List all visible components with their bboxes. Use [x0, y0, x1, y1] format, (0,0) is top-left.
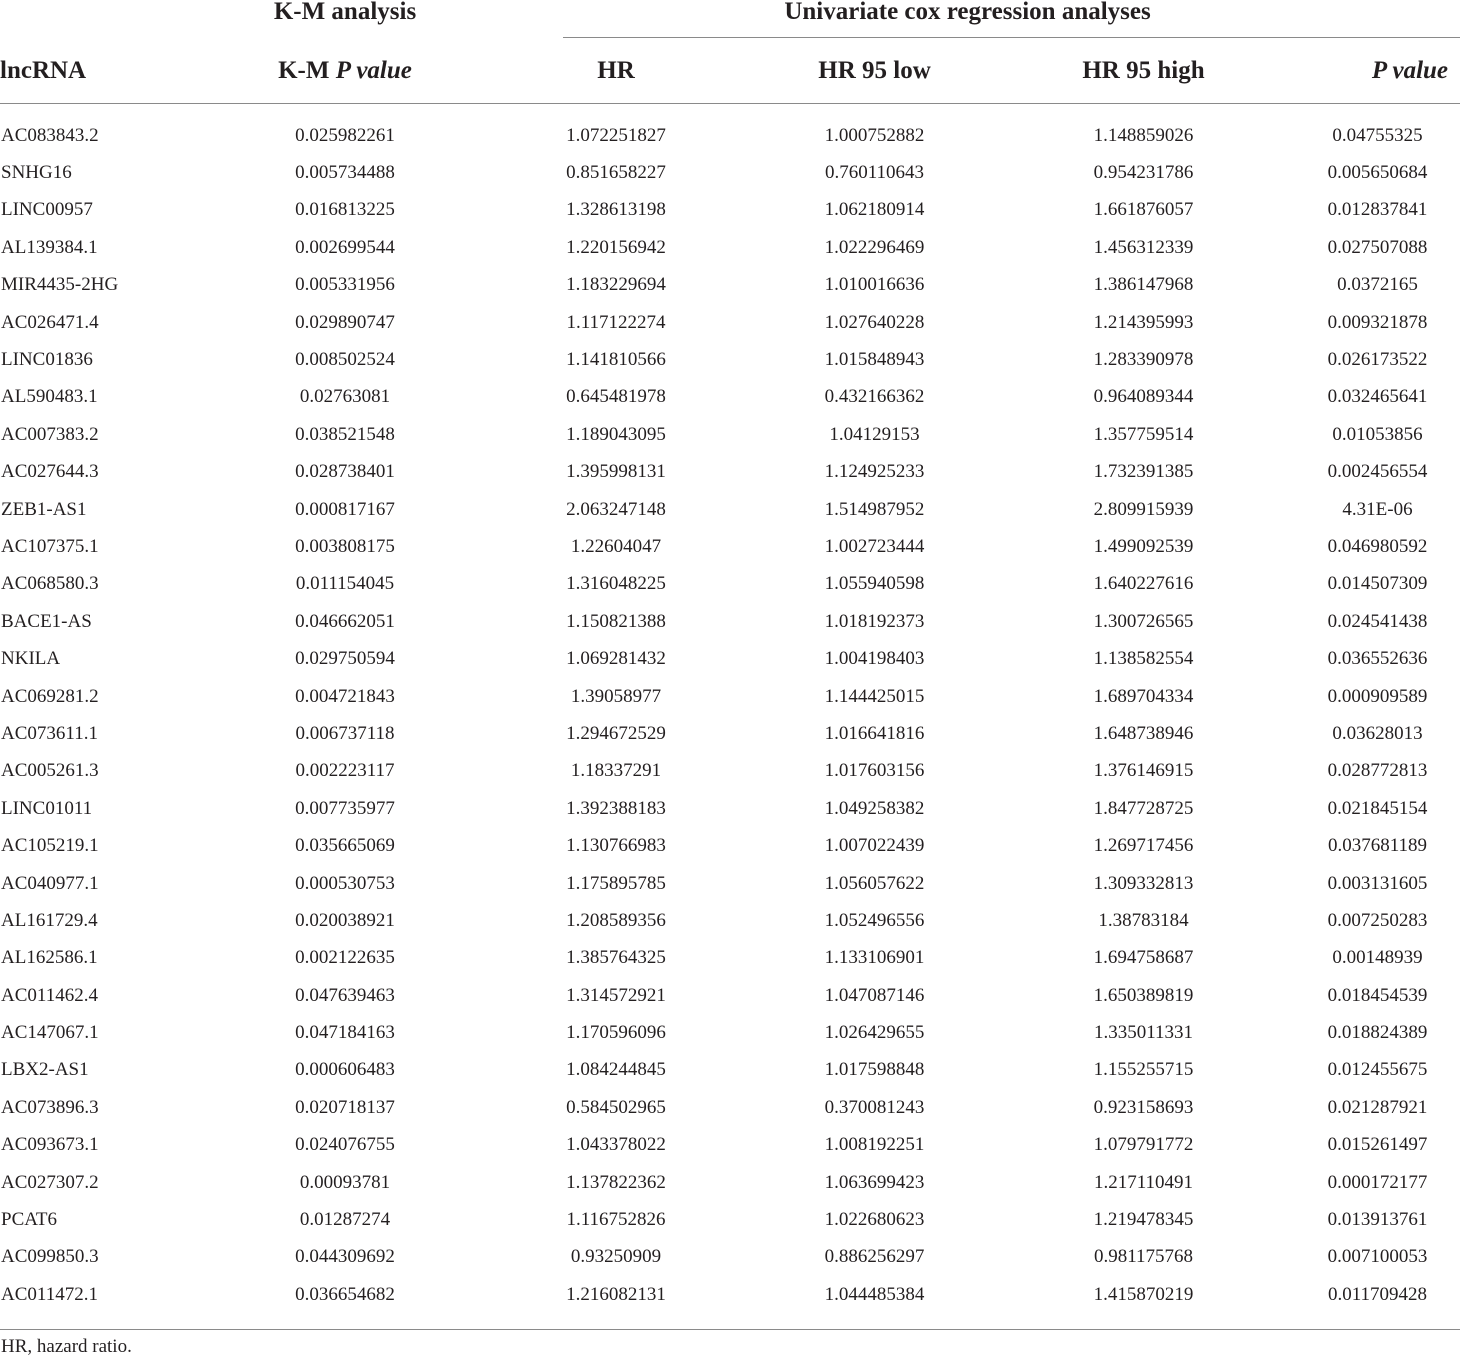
cell-lncrna: LINC01836 [1, 349, 93, 371]
cell-lncrna: AL590483.1 [1, 386, 98, 408]
column-header-p-italic: P value [1371, 56, 1449, 84]
cell-p-value: 0.003131605 [1327, 872, 1428, 894]
cell-hr-low: 1.004198403 [824, 648, 925, 670]
cell-km-p-value: 0.029750594 [295, 648, 395, 670]
cell-hr: 0.93250909 [570, 1246, 662, 1268]
cell-hr-high: 1.079791772 [1093, 1134, 1194, 1156]
cell-hr-high: 1.456312339 [1093, 236, 1194, 258]
cell-hr: 2.063247148 [566, 498, 666, 520]
cell-hr-low: 1.007022439 [824, 835, 925, 857]
cell-hr: 1.137822362 [566, 1171, 666, 1193]
table-row [0, 192, 1460, 229]
cell-km-p-value: 0.000817167 [295, 498, 395, 520]
table-row [0, 1239, 1460, 1276]
cell-lncrna: AL139384.1 [1, 236, 98, 258]
table-row [0, 1276, 1460, 1313]
cell-hr: 1.189043095 [566, 423, 666, 445]
cell-p-value: 0.000909589 [1327, 685, 1428, 707]
table-row [0, 379, 1460, 416]
cell-lncrna: AL162586.1 [1, 947, 98, 969]
group-header-univariate-label: Univariate cox regression analyses [784, 0, 1151, 25]
cell-hr: 1.150821388 [566, 610, 666, 632]
cell-hr-high: 1.283390978 [1093, 349, 1194, 371]
cell-hr-low: 0.760110643 [824, 162, 925, 184]
table-row [0, 229, 1460, 266]
cell-lncrna: NKILA [1, 648, 61, 670]
cell-hr-low: 1.056057622 [824, 872, 925, 894]
cell-lncrna: MIR4435-2HG [1, 274, 119, 296]
cell-hr-low: 1.047087146 [824, 984, 925, 1006]
cell-hr-low: 1.015848943 [824, 349, 925, 371]
cell-hr-low: 1.002723444 [824, 535, 925, 557]
cell-p-value: 0.028772813 [1327, 760, 1428, 782]
cell-km-p-value: 0.047184163 [295, 1022, 395, 1044]
cell-hr-high: 1.694758687 [1093, 947, 1194, 969]
cell-lncrna: LINC01011 [1, 797, 93, 819]
cell-hr: 1.208589356 [566, 909, 666, 931]
cell-hr: 1.116752826 [566, 1209, 666, 1231]
cell-p-value: 0.032465641 [1327, 386, 1428, 408]
cell-hr-high: 1.640227616 [1093, 573, 1194, 595]
cell-km-p-value: 0.005734488 [295, 162, 395, 184]
table-row [0, 790, 1460, 827]
cell-hr-low: 1.008192251 [824, 1134, 925, 1156]
cell-hr-high: 1.138582554 [1093, 648, 1194, 670]
cell-p-value: 0.009321878 [1327, 311, 1428, 333]
cell-hr: 1.385764325 [566, 947, 666, 969]
table-row [0, 117, 1460, 154]
cell-p-value: 0.024541438 [1327, 610, 1428, 632]
cell-hr-high: 1.386147968 [1093, 274, 1194, 296]
cell-lncrna: AC105219.1 [1, 835, 99, 857]
cell-lncrna: AC005261.3 [1, 760, 99, 782]
table-footnote: HR, hazard ratio. [1, 1336, 132, 1357]
cell-km-p-value: 0.000530753 [295, 872, 395, 894]
cell-p-value: 0.005650684 [1327, 162, 1428, 184]
cell-hr-low: 1.026429655 [824, 1022, 925, 1044]
table-row [0, 1052, 1460, 1089]
cell-km-p-value: 0.028738401 [295, 461, 395, 483]
cell-hr-high: 1.847728725 [1093, 797, 1194, 819]
table-row [0, 603, 1460, 640]
cell-hr: 1.183229694 [566, 274, 666, 296]
cell-hr-high: 1.335011331 [1093, 1022, 1194, 1044]
cell-hr-low: 1.052496556 [824, 909, 925, 931]
cell-p-value: 0.046980592 [1327, 535, 1428, 557]
cell-p-value: 0.026173522 [1327, 349, 1428, 371]
cell-hr: 1.117122274 [566, 311, 666, 333]
column-header-km-italic: P value [335, 56, 412, 84]
table-row [0, 1127, 1460, 1164]
cell-km-p-value: 0.047639463 [295, 984, 395, 1006]
cell-hr-high: 1.155255715 [1093, 1059, 1194, 1081]
cell-km-p-value: 0.024076755 [295, 1134, 395, 1156]
cell-hr: 1.170596096 [566, 1022, 666, 1044]
cell-p-value: 0.014507309 [1327, 573, 1428, 595]
cell-p-value: 0.00148939 [1332, 947, 1423, 969]
table-row [0, 491, 1460, 528]
cell-lncrna: AC073611.1 [1, 722, 98, 744]
cell-hr-low: 1.063699423 [824, 1171, 925, 1193]
cell-lncrna: AC069281.2 [1, 685, 99, 707]
cell-p-value: 0.0372165 [1337, 274, 1418, 296]
cell-km-p-value: 0.002699544 [295, 236, 395, 258]
cell-km-p-value: 0.016813225 [295, 199, 395, 221]
table-row [0, 1164, 1460, 1201]
table-row [0, 977, 1460, 1014]
column-header-km-p-value [215, 38, 475, 104]
cell-km-p-value: 0.01287274 [299, 1209, 391, 1231]
cell-hr: 1.294672529 [566, 722, 666, 744]
cell-hr-high: 1.217110491 [1093, 1171, 1194, 1193]
cell-p-value: 0.002456554 [1327, 461, 1428, 483]
cell-hr-high: 1.357759514 [1093, 423, 1194, 445]
cell-hr: 0.645481978 [566, 386, 666, 408]
column-header-lncrna: lncRNA [0, 38, 215, 104]
cell-p-value: 0.007250283 [1327, 909, 1428, 931]
cell-hr-high: 1.648738946 [1093, 722, 1194, 744]
cell-km-p-value: 0.036654682 [295, 1283, 395, 1305]
cell-lncrna: AC040977.1 [1, 872, 99, 894]
cell-p-value: 0.011709428 [1327, 1283, 1428, 1305]
cell-hr: 1.069281432 [566, 648, 666, 670]
cell-km-p-value: 0.002122635 [295, 947, 395, 969]
table-row [0, 154, 1460, 191]
cell-lncrna: AC093673.1 [1, 1134, 99, 1156]
cell-p-value: 0.027507088 [1327, 236, 1428, 258]
cell-lncrna: AC007383.2 [1, 423, 99, 445]
cell-km-p-value: 0.006737118 [295, 722, 395, 744]
cell-km-p-value: 0.020038921 [295, 909, 395, 931]
cell-hr: 1.328613198 [566, 199, 666, 221]
cell-hr-low: 0.370081243 [824, 1096, 925, 1118]
cell-hr-low: 1.044485384 [824, 1283, 925, 1305]
cell-hr-high: 1.309332813 [1093, 872, 1194, 894]
cell-hr: 1.18337291 [570, 760, 662, 782]
cell-lncrna: AC107375.1 [1, 535, 99, 557]
cell-hr-low: 1.055940598 [824, 573, 925, 595]
cell-hr-low: 1.04129153 [829, 423, 920, 445]
cell-km-p-value: 0.020718137 [295, 1096, 395, 1118]
cell-p-value: 0.018824389 [1327, 1022, 1428, 1044]
cell-hr: 1.395998131 [566, 461, 666, 483]
column-header-hr-high: HR 95 high [992, 38, 1295, 104]
cell-p-value: 0.03628013 [1332, 722, 1423, 744]
cell-hr-low: 0.886256297 [824, 1246, 925, 1268]
cell-hr-low: 1.018192373 [824, 610, 925, 632]
cell-km-p-value: 0.008502524 [295, 349, 395, 371]
cell-lncrna: AC099850.3 [1, 1246, 99, 1268]
table-row [0, 454, 1460, 491]
table-row [0, 267, 1460, 304]
cell-lncrna: AC083843.2 [1, 124, 99, 146]
cell-lncrna: AC068580.3 [1, 573, 99, 595]
cell-hr-high: 0.981175768 [1093, 1246, 1194, 1268]
table-row [0, 1089, 1460, 1126]
cell-hr: 1.043378022 [566, 1134, 666, 1156]
cell-p-value: 0.015261497 [1327, 1134, 1428, 1156]
cell-km-p-value: 0.025982261 [295, 124, 395, 146]
cell-hr: 0.851658227 [566, 162, 666, 184]
cell-p-value: 4.31E-06 [1342, 498, 1413, 520]
table-row [0, 304, 1460, 341]
cell-lncrna: SNHG16 [1, 162, 72, 184]
table-row [0, 827, 1460, 864]
group-header-km: K-M analysis [273, 0, 417, 25]
cell-hr: 1.216082131 [566, 1283, 666, 1305]
cell-p-value: 0.021287921 [1327, 1096, 1428, 1118]
cell-km-p-value: 0.000606483 [295, 1059, 395, 1081]
cell-lncrna: LINC00957 [1, 199, 93, 221]
cell-lncrna: LBX2-AS1 [1, 1059, 89, 1081]
cell-hr-low: 1.133106901 [824, 947, 925, 969]
cell-km-p-value: 0.038521548 [295, 423, 395, 445]
cell-lncrna: AC027307.2 [1, 1171, 99, 1193]
cell-hr: 1.130766983 [566, 835, 666, 857]
cell-km-p-value: 0.011154045 [295, 573, 395, 595]
group-header-rule [563, 37, 1460, 38]
cell-p-value: 0.000172177 [1327, 1171, 1428, 1193]
cell-hr-high: 1.650389819 [1093, 984, 1194, 1006]
cell-lncrna: BACE1-AS [1, 610, 92, 632]
cell-km-p-value: 0.002223117 [295, 760, 395, 782]
cell-p-value: 0.012837841 [1327, 199, 1428, 221]
cell-hr-low: 1.022296469 [824, 236, 925, 258]
cell-hr-low: 1.144425015 [824, 685, 925, 707]
column-header-km-prefix: K-M [278, 56, 336, 84]
table-row [0, 1014, 1460, 1051]
cell-hr: 1.175895785 [566, 872, 666, 894]
cell-km-p-value: 0.00093781 [299, 1171, 391, 1193]
cell-lncrna: AC011462.4 [1, 984, 98, 1006]
table-row [0, 902, 1460, 939]
group-header-univariate [475, 0, 1460, 38]
cell-hr-low: 1.124925233 [824, 461, 925, 483]
cell-hr-high: 1.661876057 [1093, 199, 1194, 221]
cell-lncrna: AC026471.4 [1, 311, 99, 333]
column-header-hr: HR [475, 38, 757, 104]
cell-km-p-value: 0.035665069 [295, 835, 395, 857]
cell-km-p-value: 0.029890747 [295, 311, 395, 333]
table-row [0, 341, 1460, 378]
table-row [0, 1201, 1460, 1238]
cell-hr-high: 1.732391385 [1093, 461, 1194, 483]
cell-hr: 1.084244845 [566, 1059, 666, 1081]
cell-hr: 1.316048225 [566, 573, 666, 595]
cell-p-value: 0.007100053 [1327, 1246, 1428, 1268]
cell-km-p-value: 0.007735977 [295, 797, 395, 819]
cell-hr-low: 1.514987952 [824, 498, 925, 520]
cell-p-value: 0.04755325 [1332, 124, 1423, 146]
cell-hr-low: 1.027640228 [824, 311, 925, 333]
cell-p-value: 0.013913761 [1327, 1209, 1428, 1231]
cell-km-p-value: 0.046662051 [295, 610, 395, 632]
cell-hr-high: 0.923158693 [1093, 1096, 1194, 1118]
cell-km-p-value: 0.005331956 [295, 274, 395, 296]
table-row [0, 715, 1460, 752]
cell-km-p-value: 0.044309692 [295, 1246, 395, 1268]
cell-hr-high: 1.148859026 [1093, 124, 1194, 146]
cell-lncrna: ZEB1-AS1 [1, 498, 87, 520]
cell-hr-high: 1.214395993 [1093, 311, 1194, 333]
table-row [0, 753, 1460, 790]
cell-hr: 1.39058977 [570, 685, 662, 707]
cell-hr: 0.584502965 [566, 1096, 666, 1118]
cell-hr-low: 1.000752882 [824, 124, 925, 146]
cell-hr-low: 1.049258382 [824, 797, 925, 819]
cell-km-p-value: 0.02763081 [299, 386, 391, 408]
cell-hr-low: 1.062180914 [824, 199, 925, 221]
cell-p-value: 0.018454539 [1327, 984, 1428, 1006]
group-header-empty [0, 0, 215, 38]
cell-hr: 1.392388183 [566, 797, 666, 819]
group-header-row [0, 0, 1460, 38]
cell-lncrna: AC073896.3 [1, 1096, 99, 1118]
cell-hr-high: 1.689704334 [1093, 685, 1194, 707]
column-header-hr-low: HR 95 low [757, 38, 992, 104]
cell-hr-high: 1.499092539 [1093, 535, 1194, 557]
cell-hr-high: 1.376146915 [1093, 760, 1194, 782]
cell-hr: 1.22604047 [570, 535, 662, 557]
cell-hr-low: 1.022680623 [824, 1209, 925, 1231]
cell-lncrna: AC011472.1 [1, 1283, 98, 1305]
cell-km-p-value: 0.004721843 [295, 685, 395, 707]
cell-hr-high: 1.415870219 [1093, 1283, 1194, 1305]
cell-hr-low: 1.010016636 [824, 274, 925, 296]
cell-hr: 1.141810566 [566, 349, 666, 371]
cell-lncrna: AL161729.4 [1, 909, 98, 931]
column-header-p-value [1295, 38, 1460, 104]
table-row [0, 640, 1460, 677]
cell-hr: 1.314572921 [566, 984, 666, 1006]
table-body [0, 104, 1460, 1330]
cell-lncrna: AC027644.3 [1, 461, 99, 483]
cell-km-p-value: 0.003808175 [295, 535, 395, 557]
cell-p-value: 0.021845154 [1327, 797, 1428, 819]
cell-hr-high: 2.809915939 [1093, 498, 1194, 520]
cell-hr: 1.072251827 [566, 124, 666, 146]
cell-hr-low: 1.017598848 [824, 1059, 925, 1081]
cell-p-value: 0.012455675 [1327, 1059, 1428, 1081]
cell-hr-high: 1.219478345 [1093, 1209, 1194, 1231]
table-row [0, 865, 1460, 902]
table-row [0, 940, 1460, 977]
cell-hr-high: 0.954231786 [1093, 162, 1194, 184]
cell-hr-low: 1.016641816 [824, 722, 925, 744]
table-row [0, 416, 1460, 453]
column-header-row [0, 38, 1460, 104]
cell-hr: 1.220156942 [566, 236, 666, 258]
cell-hr-low: 1.017603156 [824, 760, 925, 782]
table-row [0, 566, 1460, 603]
cell-p-value: 0.01053856 [1332, 423, 1423, 445]
cell-hr-high: 1.38783184 [1098, 909, 1189, 931]
table-row [0, 528, 1460, 565]
cell-p-value: 0.037681189 [1327, 835, 1428, 857]
cell-lncrna: AC147067.1 [1, 1022, 99, 1044]
cell-p-value: 0.036552636 [1327, 648, 1428, 670]
cell-hr-high: 1.269717456 [1093, 835, 1194, 857]
cell-lncrna: PCAT6 [1, 1209, 57, 1231]
cell-hr-high: 1.300726565 [1093, 610, 1194, 632]
cell-hr-low: 0.432166362 [824, 386, 925, 408]
cell-hr-high: 0.964089344 [1093, 386, 1194, 408]
table-row [0, 678, 1460, 715]
